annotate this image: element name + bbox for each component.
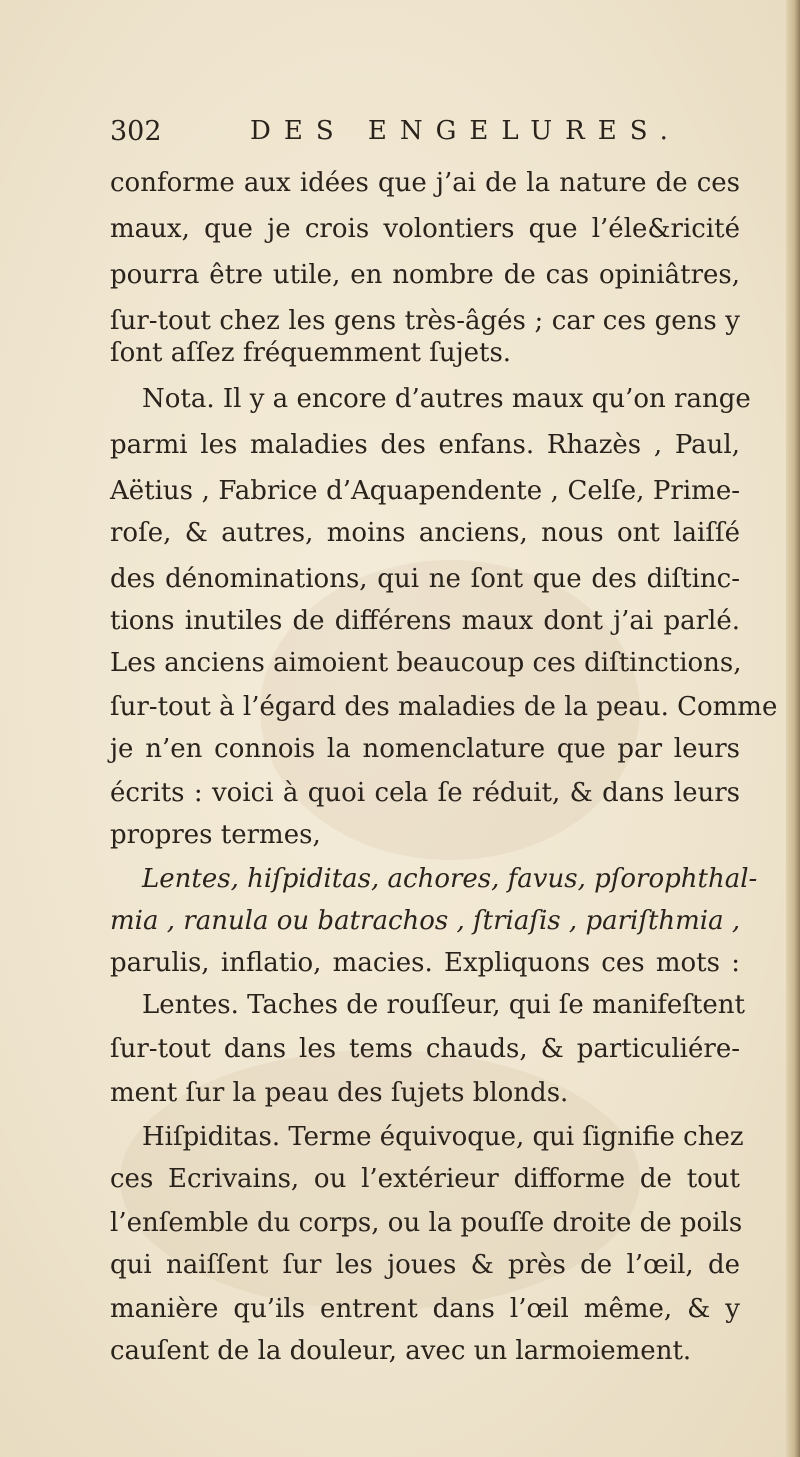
- page-number: 302: [110, 116, 162, 147]
- text-line: Aëtius , Fabrice d’Aquapendente , Celſe, Prime-: [110, 476, 740, 506]
- text-line: Lentes, hiſpiditas, achores, favus, pſorophthal-: [142, 864, 758, 894]
- text-line: Lentes. Taches de rouſſeur, qui ſe manifeſtent: [142, 990, 745, 1020]
- text-line: ment ſur la peau des ſujets blonds.: [110, 1078, 569, 1108]
- text-line: Nota. Il y a encore d’autres maux qu’on range: [142, 384, 751, 414]
- running-title: DES ENGELURES.: [250, 116, 681, 146]
- text-line: Les anciens aimoient beaucoup ces diſtinctions,: [110, 648, 742, 678]
- text-line: manière qu’ils entrent dans l’œil même, & y: [110, 1294, 740, 1324]
- text-line: ſur-tout à l’égard des maladies de la peau. Comme: [110, 692, 778, 722]
- text-line: tions inutiles de différens maux dont j’ai parlé.: [110, 606, 740, 636]
- text-line: l’enſemble du corps, ou la pouſſe droite de poils: [110, 1208, 743, 1238]
- text-line: ces Ecrivains, ou l’extérieur difforme de tout: [110, 1164, 740, 1194]
- text-line: mia , ranula ou batrachos , ſtriaſis , pariſthmia ,: [110, 906, 741, 936]
- text-line: conforme aux idées que j’ai de la nature de ces: [110, 168, 740, 198]
- text-line: des dénominations, qui ne ſont que des diſtinc-: [110, 564, 740, 594]
- text-line: ſur-tout dans les tems chauds, & particuliére-: [110, 1034, 740, 1064]
- page-edge-shadow: [786, 0, 800, 1457]
- text-line: parmi les maladies des enfans. Rhazès , Paul,: [110, 430, 740, 460]
- text-line: je n’en connois la nomenclature que par leurs: [110, 734, 740, 764]
- text-line: cauſent de la douleur, avec un larmoiement.: [110, 1336, 692, 1366]
- text-line: parulis, inflatio, macies. Expliquons ces mots :: [110, 948, 740, 978]
- text-line: pourra être utile, en nombre de cas opiniâtres,: [110, 260, 740, 290]
- text-line: qui naiſſent ſur les joues & près de l’œil, de: [110, 1250, 740, 1280]
- text-line: propres termes,: [110, 820, 321, 850]
- running-header: [110, 116, 740, 156]
- text-line: écrits : voici à quoi cela ſe réduit, & dans leurs: [110, 778, 740, 808]
- text-line: maux, que je crois volontiers que l’éle&ricité: [110, 214, 740, 244]
- text-line: Hiſpiditas. Terme équivoque, qui ſignifie chez: [142, 1122, 744, 1152]
- text-line: ſur-tout chez les gens très-âgés ; car ces gens y: [110, 306, 740, 336]
- text-line: ſont aſſez fréquemment ſujets.: [110, 338, 512, 368]
- text-line: roſe, & autres, moins anciens, nous ont laiſſé: [110, 518, 740, 548]
